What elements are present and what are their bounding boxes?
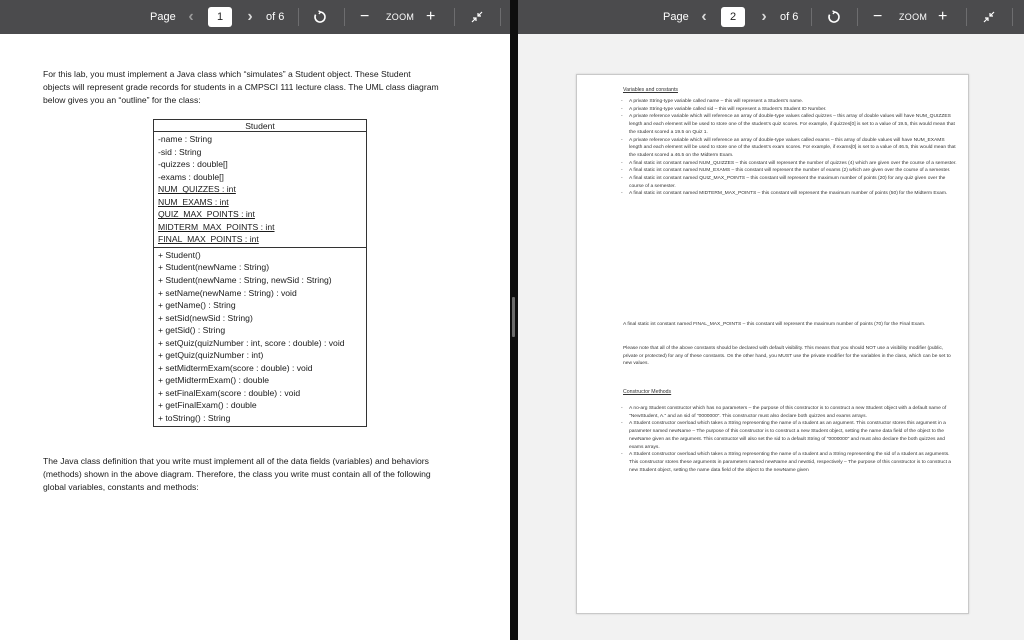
list-item: - A private reference variable which will reference an array of double-type values called exams – this array of double values will have NUM_EXAMS length and each element will be used to store one of the student's exam scores. For example, if exams[0] is set to a value of 46.5, this would mean that the student scored a 46.5 on the Midterm Exam. <box>629 137 959 160</box>
uml-class-diagram <box>153 119 367 427</box>
note-paragraph: Please note that all of the above constants should be declared with default visibility. This means that you should NOT use a visibility modifier (public, private or protected) for any of these constants. On the other hand, you MUST use the private modifier for the variables in the class, which can be set to new values. <box>623 346 951 367</box>
uml-field: MIDTERM_MAX_POINTS : int <box>158 221 275 232</box>
list-item: - A Student constructor overload which takes a String representing the name of a student as an argument. This constructor stores this argument in a parameter named newName – The purpose of this constructor is to construct a new Student object, setting the name data field of the object to the newName given as the argument. This constructor will also set the sid to a default String of "0000000" and must also declare the both quizzes and exams arrays. <box>629 420 959 451</box>
text-line: below gives you an “outline” for the class: <box>43 95 201 105</box>
list-item: - A private String-type variable called sid – this will represent a Student's Student ID Number. <box>629 106 959 114</box>
toolbar-separator <box>500 8 501 26</box>
uml-method: + Student(newName : String, newSid : String) <box>158 275 332 286</box>
right-toolbar <box>518 0 1024 34</box>
final-constant-text: A final static int constant named FINAL_MAX_POINTS – this constant will represent the maximum number of points (70) for the Final Exam. <box>623 322 926 327</box>
outro-paragraph <box>43 455 503 494</box>
variables-list <box>629 98 959 198</box>
uml-field: -quizzes : double[] <box>158 159 228 170</box>
list-item: - A final static int constant named NUM_QUIZZES – this constant will represent the number of quizzes (4) which are given over the course of a semester. <box>629 160 959 168</box>
uml-field: -exams : double[] <box>158 171 224 182</box>
constructor-heading: Constructor Methods <box>623 389 672 395</box>
page-label: Page <box>150 11 176 23</box>
uml-method: + setSid(newSid : String) <box>158 312 253 323</box>
uml-method: + getName() : String <box>158 300 236 311</box>
next-page-button[interactable]: › <box>247 8 253 25</box>
list-item: - A private reference variable which will reference an array of double-type values called quizzes – this array of double values will have NUM_QUIZZES length and each element will be used to store one of the student's quiz scores. For example, if quizzes[0] is set to a value of 19.5, this would mean that the student scored a 19.5 on Quiz 1. <box>629 113 959 136</box>
toolbar-separator <box>298 8 299 26</box>
uml-method: + Student(newName : String) <box>158 262 270 273</box>
uml-method: + setMidtermExam(score : double) : void <box>158 362 313 373</box>
uml-method: + setName(newName : String) : void <box>158 287 297 298</box>
page-number-input[interactable] <box>208 7 232 27</box>
text-line: objects will represent grade records for students in a CMPSCI 111 lecture class. The UML class diagram <box>43 82 439 92</box>
page-number-input[interactable] <box>721 7 745 27</box>
left-toolbar <box>0 0 510 34</box>
uml-method: + getSid() : String <box>158 325 226 336</box>
uml-field: -sid : String <box>158 146 202 157</box>
list-item: - A final static int constant named NUM_EXAMS – this constant will represent the number of exams (2) which are given over the course of a semester. <box>629 167 959 175</box>
uml-field: NUM_EXAMS : int <box>158 196 229 207</box>
collapse-icon[interactable] <box>983 0 995 34</box>
prev-page-button[interactable]: ‹ <box>188 8 194 25</box>
page-thumbnail <box>576 74 969 614</box>
uml-method: + getFinalExam() : double <box>158 400 257 411</box>
zoom-label: ZOOM <box>386 12 415 22</box>
uml-class-name: Student <box>154 120 366 132</box>
constructor-list <box>629 405 959 474</box>
rotate-icon[interactable] <box>313 0 327 34</box>
toolbar-separator <box>857 8 858 26</box>
toolbar-separator <box>811 8 812 26</box>
uml-method: + toString() : String <box>158 413 231 424</box>
next-page-button[interactable]: › <box>761 8 767 25</box>
uml-field: NUM_QUIZZES : int <box>158 184 236 195</box>
prev-page-button[interactable]: ‹ <box>701 8 707 25</box>
rotate-icon[interactable] <box>827 0 841 34</box>
toolbar-separator <box>966 8 967 26</box>
split-handle[interactable] <box>512 297 515 337</box>
intro-paragraph <box>43 68 503 107</box>
toolbar-separator <box>1012 8 1013 26</box>
page-count: of 6 <box>266 11 285 23</box>
right-document-area <box>518 34 1024 640</box>
text-line: global variables, constants and methods: <box>43 482 199 492</box>
list-item: - A Student constructor overload which takes a String representing the name of a student and a String representing the sid of a student as arguments. This constructor stores these arguments in parameters named newName and newSid, respectively – The purpose of this constructor is to construct a new Student object, setting the name data field of the object to the newName given <box>629 451 959 474</box>
list-item: - A final static int constant named QUIZ_MAX_POINTS – this constant will represent the maximum number of points (20) for any quiz given over the course of a semester. <box>629 175 959 190</box>
zoom-in-button[interactable]: + <box>426 8 436 25</box>
toolbar-separator <box>454 8 455 26</box>
variables-heading: Variables and constants <box>623 87 678 93</box>
page-count: of 6 <box>780 11 799 23</box>
page-label: Page <box>663 11 689 23</box>
text-line: For this lab, you must implement a Java class which “simulates” a Student object. These Student <box>43 69 411 79</box>
list-item: - A final static int constant named MIDTERM_MAX_POINTS – this constant will represent the maximum number of points (50) for the Midterm Exam. <box>629 190 959 198</box>
list-item: - A no-arg Student constructor which has no parameters – the purpose of this constructor is to construct a new Student object with a default name of "NewStudent, A." and an sid of "0000000". This constructor must also declare both quizzes and exams arrays. <box>629 405 959 420</box>
uml-method: + setFinalExam(score : double) : void <box>158 387 301 398</box>
uml-methods-section <box>154 247 366 426</box>
zoom-out-button[interactable]: − <box>873 8 883 25</box>
text-line: The Java class definition that you write must implement all of the data fields (variables) and behaviors <box>43 456 429 466</box>
uml-field: QUIZ_MAX_POINTS : int <box>158 209 255 220</box>
uml-method: + getMidtermExam() : double <box>158 375 270 386</box>
uml-field: FINAL_MAX_POINTS : int <box>158 234 259 245</box>
zoom-label: ZOOM <box>899 12 928 22</box>
uml-field: -name : String <box>158 134 212 144</box>
uml-method: + getQuiz(quizNumber : int) <box>158 350 264 361</box>
uml-method: + setQuiz(quizNumber : int, score : double) : void <box>158 337 345 348</box>
uml-fields-section <box>154 132 366 247</box>
zoom-out-button[interactable]: − <box>360 8 370 25</box>
left-viewer-pane <box>0 0 510 640</box>
zoom-in-button[interactable]: + <box>938 8 948 25</box>
text-line: (methods) shown in the above diagram. Therefore, the class you write must contain all of the following <box>43 469 431 479</box>
uml-method: + Student() <box>158 249 201 260</box>
collapse-icon[interactable] <box>471 0 483 34</box>
right-viewer-pane <box>518 0 1024 640</box>
list-item: - A private String-type variable called name – this will represent a Student's name. <box>629 98 959 106</box>
toolbar-separator <box>344 8 345 26</box>
